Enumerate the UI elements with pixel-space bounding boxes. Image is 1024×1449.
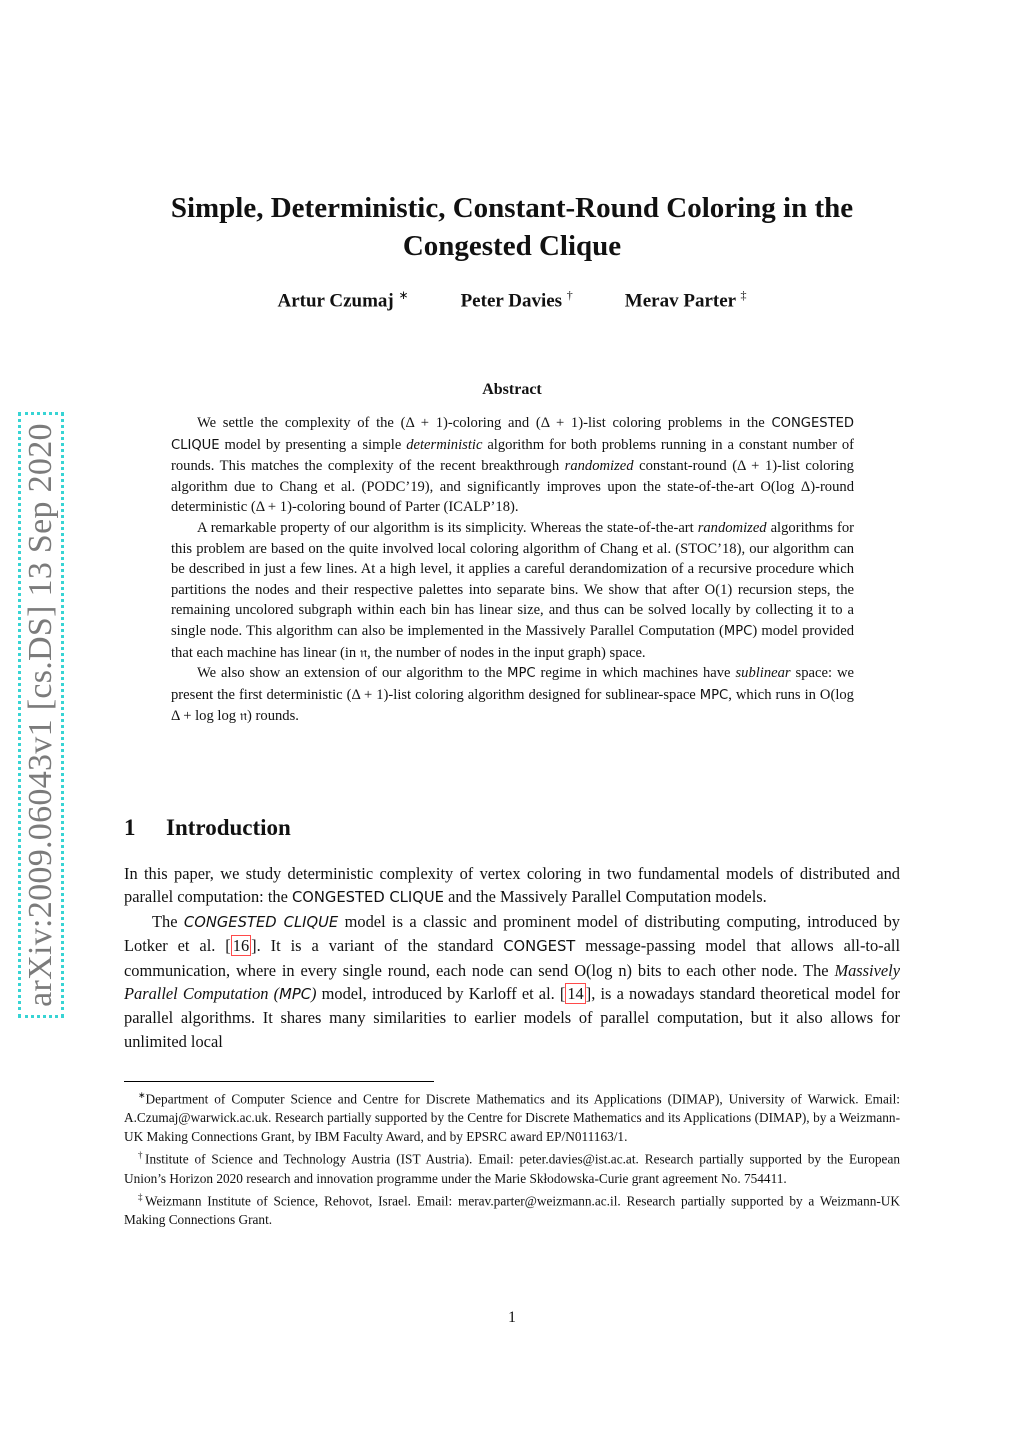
- arxiv-stamp: [18, 412, 64, 1018]
- body-paragraph: In this paper, we study deterministic complexity of vertex coloring in two fundamental models of distributed and parallel computation: the CONGESTED CLIQUE and the Massively Parallel Computation models.: [124, 864, 900, 907]
- footnote-text: Institute of Science and Technology Austria (IST Austria). Email: peter.davies@ist.ac.at. Research partially supported by the European Union’s Horizon 2020 research and innovation programme under the Marie Skłodowska-Curie grant agreement No. 754411.: [124, 1151, 900, 1186]
- author-name: Artur Czumaj: [277, 290, 394, 312]
- author-list: [124, 288, 900, 312]
- abstract-paragraph: We also show an extension of our algorithm to the MPC regime in which machines have sublinear space: we present the first deterministic (Δ + 1)-list coloring algorithm designed for sublinear-space MPC, which runs in O(log Δ + log log 𝔫) rounds.: [171, 665, 854, 725]
- footnote-rule: [124, 1081, 434, 1082]
- author: [625, 288, 747, 312]
- author: [461, 288, 573, 312]
- footnotes: [124, 1086, 900, 1229]
- section-heading: [124, 815, 291, 841]
- author: [278, 288, 409, 312]
- introduction-body: [124, 862, 900, 1053]
- abstract-paragraph: A remarkable property of our algorithm is its simplicity. Whereas the state-of-the-art randomized algorithms for this problem are based on the quite involved local coloring algorithm of Chang et al. (STOC’18), our algorithm can be described in just a few lines. At a high level, it applies a careful derandomization of a recursive procedure which partitions the nodes and their respective palettes into separate bins. We show that after O(1) recursion steps, the remaining uncolored subgraph within each bin has linear size, and thus can be solved locally by collecting it to a single node. This algorithm can also be implemented in the Massively Parallel Computation (MPC) model provided that each machine has linear (in 𝔫, the number of nodes in the input graph) space.: [171, 519, 854, 661]
- paper-title: Simple, Deterministic, Constant-Round Coloring in the Congested Clique: [170, 192, 854, 262]
- body-paragraph: The CONGESTED CLIQUE model is a classic and prominent model of distributing computing, introduced by Lotker et al. [ 16 ]. It is a variant of the standard CONGEST message-passing model that allows all-to-all communication, where in every single round, each node can send O(log n) bits to each other node. The Massively Parallel Computation (MPC) model, introduced by Karloff et al. [ 14 ], is a nowadays standard theoretical model for parallel algorithms. It shares many similarities to earlier models of parallel computation, but it also allows for unlimited local: [124, 911, 901, 1051]
- abstract-heading: Abstract: [482, 381, 542, 398]
- author-footnote-mark[interactable]: ∗: [398, 288, 409, 302]
- footnote-text: Department of Computer Science and Centre for Discrete Mathematics and its Applications (DIMAP), University of Warwick. Email: A.Czumaj@warwick.ac.uk. Research partially supported by the Centre for Discrete Mathematics and its Applications (DIMAP), by a Weizmann-UK Making Connections Grant, by IBM Faculty Award, and by EPSRC award EP/N011163/1.: [124, 1091, 900, 1145]
- section-title: Introduction: [166, 815, 291, 840]
- footnote-mark: ‡: [138, 1191, 145, 1202]
- citation-link[interactable]: 16: [232, 936, 250, 956]
- footnote: [124, 1146, 900, 1187]
- abstract-body: [171, 413, 854, 727]
- author-footnote-mark[interactable]: ‡: [740, 288, 747, 302]
- section-number: 1: [124, 815, 136, 840]
- author-name: Peter Davies: [460, 290, 563, 312]
- citation-link[interactable]: 14: [567, 984, 584, 1004]
- footnote-text: Weizmann Institute of Science, Rehovot, Israel. Email: merav.parter@weizmann.ac.il. Research partially supported by a Weizmann-UK Making Connections Grant.: [124, 1193, 901, 1228]
- arxiv-stamp-text: arXiv:2009.06043v1 [cs.DS] 13 Sep 2020: [22, 423, 60, 1007]
- footnote: [124, 1086, 900, 1146]
- author-name: Merav Parter: [624, 290, 736, 312]
- author-footnote-mark[interactable]: †: [566, 288, 573, 302]
- footnote: [124, 1188, 900, 1229]
- footnote-mark: ∗: [138, 1090, 146, 1100]
- page-number: 1: [508, 1309, 516, 1326]
- abstract-paragraph: We settle the complexity of the (Δ + 1)-coloring and (Δ + 1)-list coloring problems in the CONGESTED CLIQUE model by presenting a simple deterministic algorithm for both problems running in a constant number of rounds. This matches the complexity of the recent breakthrough randomized constant-round (Δ + 1)-list coloring algorithm due to Chang et al. (PODC’19), and significantly improves upon the state-of-the-art O(log Δ)-round deterministic (Δ + 1)-coloring bound of Parter (ICALP’18).: [171, 415, 854, 516]
- footnote-mark: †: [138, 1150, 146, 1161]
